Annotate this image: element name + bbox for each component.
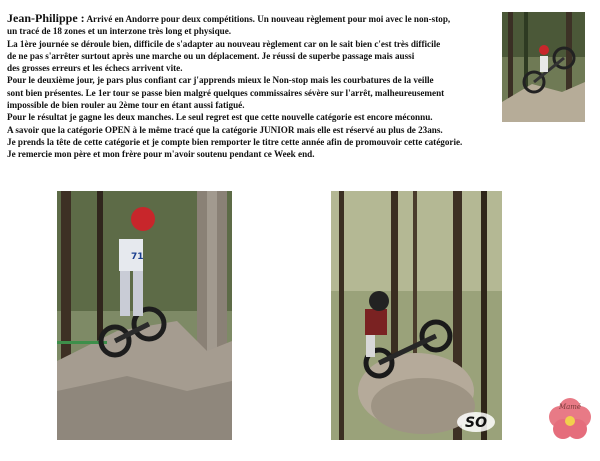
article-text: [7, 12, 527, 161]
bib-number: 71: [131, 252, 144, 262]
signature-flower-icon: [548, 397, 592, 441]
article-line: Je prends la tête de cette catégorie et je compte bien remporter le titre cette année afin de promouvoir cette catégorie.: [7, 136, 463, 147]
signature-text: Mamé: [558, 403, 582, 411]
article-line: impossible de bien rouler au 2ème tour en étant aussi fatigué.: [7, 100, 245, 111]
article-line: de ne pas s'arrêter surtout après une marche ou un déplacement. Je réussi de superbe passage mais aussi: [7, 50, 415, 61]
article-line: La 1ère journée se déroule bien, difficile de s'adapter au nouveau règlement car on le sait bien c'est très difficile: [7, 38, 441, 49]
rider-name: Jean-Philippe :: [7, 11, 85, 25]
article-line: Pour le résultat je gagne les deux manches. Le seul regret est que cette nouvelle catégorie est encore méconnu.: [7, 112, 433, 123]
article-line: des grosses erreurs et les échecs arrivent vite.: [7, 63, 183, 74]
article-line: sont bien présentes. Le 1er tour se passe bien malgré quelques commissaires sévère sur l'arrêt, malheureusement: [7, 87, 445, 98]
photo-rider-top: [502, 12, 585, 122]
svg-text:SO: SO: [465, 415, 487, 431]
brand-logo: [456, 411, 496, 433]
photo-rider-left: [57, 191, 232, 440]
article-line: Jean-Philippe : Arrivé en Andorre pour deux compétitions. Un nouveau règlement pour moi avec le non-stop,: [7, 11, 451, 25]
photo-rider-right: [331, 191, 502, 440]
article-line: Pour le deuxième jour, je pars plus confiant car j'apprends mieux le Non-stop mais les courbatures de la veille: [7, 75, 434, 86]
article-line: Je remercie mon père et mon frère pour m'avoir soutenu pendant ce Week end.: [7, 149, 315, 160]
article-line: un tracé de 18 zones et un interzone très long et physique.: [7, 26, 232, 37]
article-line: A savoir que la catégorie OPEN à le même tracé que la catégorie JUNIOR mais elle est réservé au plus de 23ans.: [7, 124, 443, 135]
